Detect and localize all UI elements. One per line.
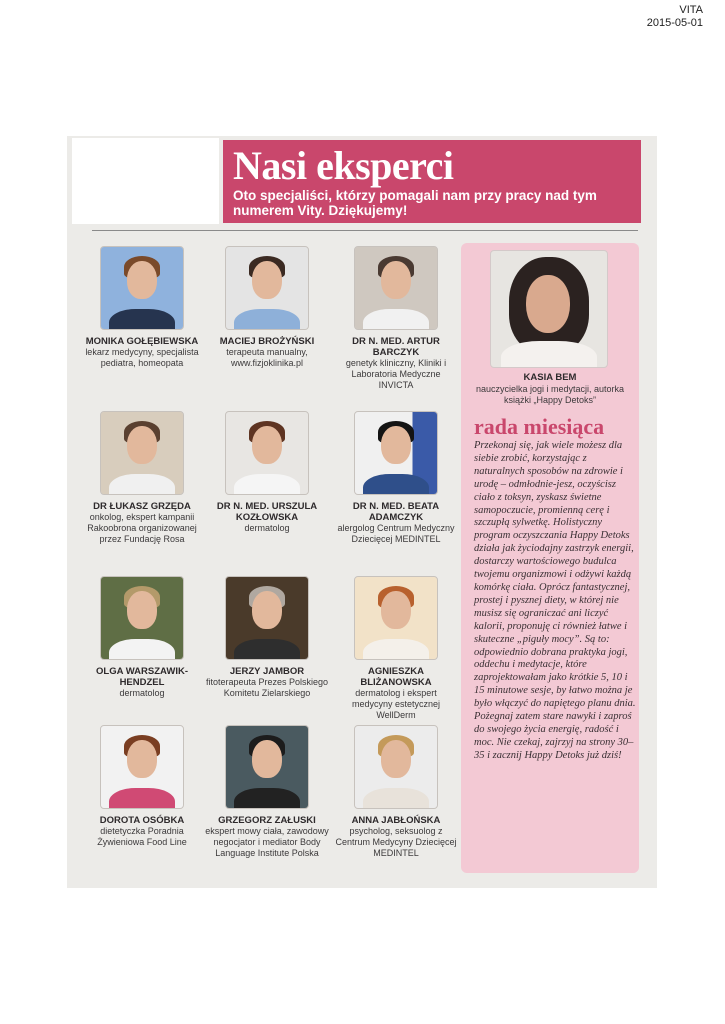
expert-photo — [225, 725, 309, 809]
expert-desc: ekspert mowy ciała, zawodowy negocjator i mediator Body Language Institute Polska — [205, 826, 329, 858]
expert-card — [80, 725, 204, 848]
expert-photo — [354, 725, 438, 809]
expert-card — [334, 576, 458, 721]
expert-desc: psycholog, seksuolog z Centrum Medycyny Dziecięcej MEDINTEL — [335, 826, 457, 858]
expert-photo — [100, 725, 184, 809]
expert-card — [334, 411, 458, 545]
expert-name: DOROTA OSÓBKA — [99, 815, 185, 826]
expert-photo — [354, 246, 438, 330]
expert-name: MONIKA GOŁĘBIEWSKA — [85, 336, 199, 347]
divider — [92, 230, 638, 231]
expert-photo — [354, 411, 438, 495]
expert-name: OLGA WARSZAWIK-HENDZEL — [96, 666, 188, 688]
expert-photo — [354, 576, 438, 660]
expert-card — [205, 725, 329, 859]
expert-card — [205, 576, 329, 699]
expert-photo — [100, 411, 184, 495]
expert-name: MACIEJ BROŻYŃSKI — [219, 336, 315, 347]
expert-desc: onkolog, ekspert kampanii Rakoobrona organizowanej przez Fundację Rosa — [87, 512, 197, 544]
expert-photo — [225, 246, 309, 330]
expert-photo — [100, 576, 184, 660]
expert-name: DR N. MED. BEATA ADAMCZYK — [352, 501, 440, 523]
expert-card — [80, 576, 204, 699]
expert-name: DR N. MED. URSZULA KOZŁOWSKA — [216, 501, 318, 523]
expert-name: DR ŁUKASZ GRZĘDA — [93, 501, 191, 512]
expert-card — [205, 411, 329, 534]
expert-name: AGNIESZKA BLIŻANOWSKA — [360, 666, 432, 688]
expert-photo — [225, 576, 309, 660]
blank-corner — [72, 138, 219, 224]
advice-title: rada miesiąca — [474, 414, 605, 439]
expert-photo — [100, 246, 184, 330]
expert-card — [334, 246, 458, 391]
expert-desc: fitoterapeuta Prezes Polskiego Komitetu Zielarskiego — [205, 677, 329, 698]
expert-name: JERZY JAMBOR — [229, 666, 305, 677]
page-subtitle: Oto specjaliści, którzy pomagali nam przy pracy nad tym numerem Vity. Dziękujemy! — [233, 188, 597, 218]
expert-desc: dermatolog i ekspert medycyny estetycznej WellDerm — [351, 688, 441, 720]
expert-desc: lekarz medycyny, specjalista pediatra, homeopata — [85, 347, 199, 368]
expert-desc: alergolog Centrum Medyczny Dziecięcej MEDINTEL — [337, 523, 455, 544]
featured-expert-desc: nauczycielka jogi i medytacji, autorka książki „Happy Detoks” — [475, 384, 625, 405]
expert-photo — [225, 411, 309, 495]
expert-desc: dermatolog — [244, 523, 290, 533]
header-banner — [223, 140, 641, 223]
expert-desc: dietetyczka Poradnia Żywieniowa Food Line — [97, 826, 187, 847]
featured-expert-photo — [490, 250, 608, 368]
expert-card — [80, 411, 204, 545]
archive-stamp — [647, 4, 703, 30]
expert-name: DR N. MED. ARTUR BARCZYK — [352, 336, 440, 358]
advice-text: Przekonaj się, jak wiele możesz dla siebie zrobić, korzystając z naturalnych sposobów na zdrowie i urodę – odmłodnie-jesz, oczyścisz ciało z toksyn, zyskasz świetne samopoczucie, promienną cerę i szczupłą sylwetkę. Holistyczny program oczyszczania Happy Detoks działa jak życiodajny zastrzyk energii, dostarczy wartościowego budulca twojemu organizmowi i odżywi każdą komórkę ciała. Oprócz fantastycznej, prostej i pysznej diety, w której nie musisz się ograniczać ani liczyć kalorii, proponuję ci również łatwe i skuteczne „piguły mocy”. Są to: odpowiednio dobrana praktyka jogi, oddechu i medytacje, które zaprojektowałam jako krótkie 5, 10 i 15 minutowe sesje, by łatwo można je było włączyć do napiętego planu dnia. Pożegnaj zatem stare nawyki i zaproś do swojego życia energię, radość i moc. Nie czekaj, zajrzyj na strony 30–35 i zacznij Happy Detoks już dziś! — [474, 440, 636, 761]
expert-card — [80, 246, 204, 369]
expert-desc: terapeuta manualny, www.fizjoklinika.pl — [226, 347, 308, 368]
expert-card — [334, 725, 458, 859]
expert-name: ANNA JABŁOŃSKA — [351, 815, 441, 826]
expert-card — [205, 246, 329, 369]
expert-desc: dermatolog — [119, 688, 165, 698]
expert-name: GRZEGORZ ZAŁUSKI — [218, 815, 316, 826]
page-title: Nasi eksperci — [233, 143, 454, 188]
expert-desc: genetyk kliniczny, Kliniki i Laboratoria Medyczne INVICTA — [345, 358, 447, 390]
featured-expert-name: KASIA BEM — [523, 372, 577, 383]
stamp-magazine: VITA — [679, 4, 703, 16]
stamp-date: 2015-05-01 — [646, 17, 703, 29]
